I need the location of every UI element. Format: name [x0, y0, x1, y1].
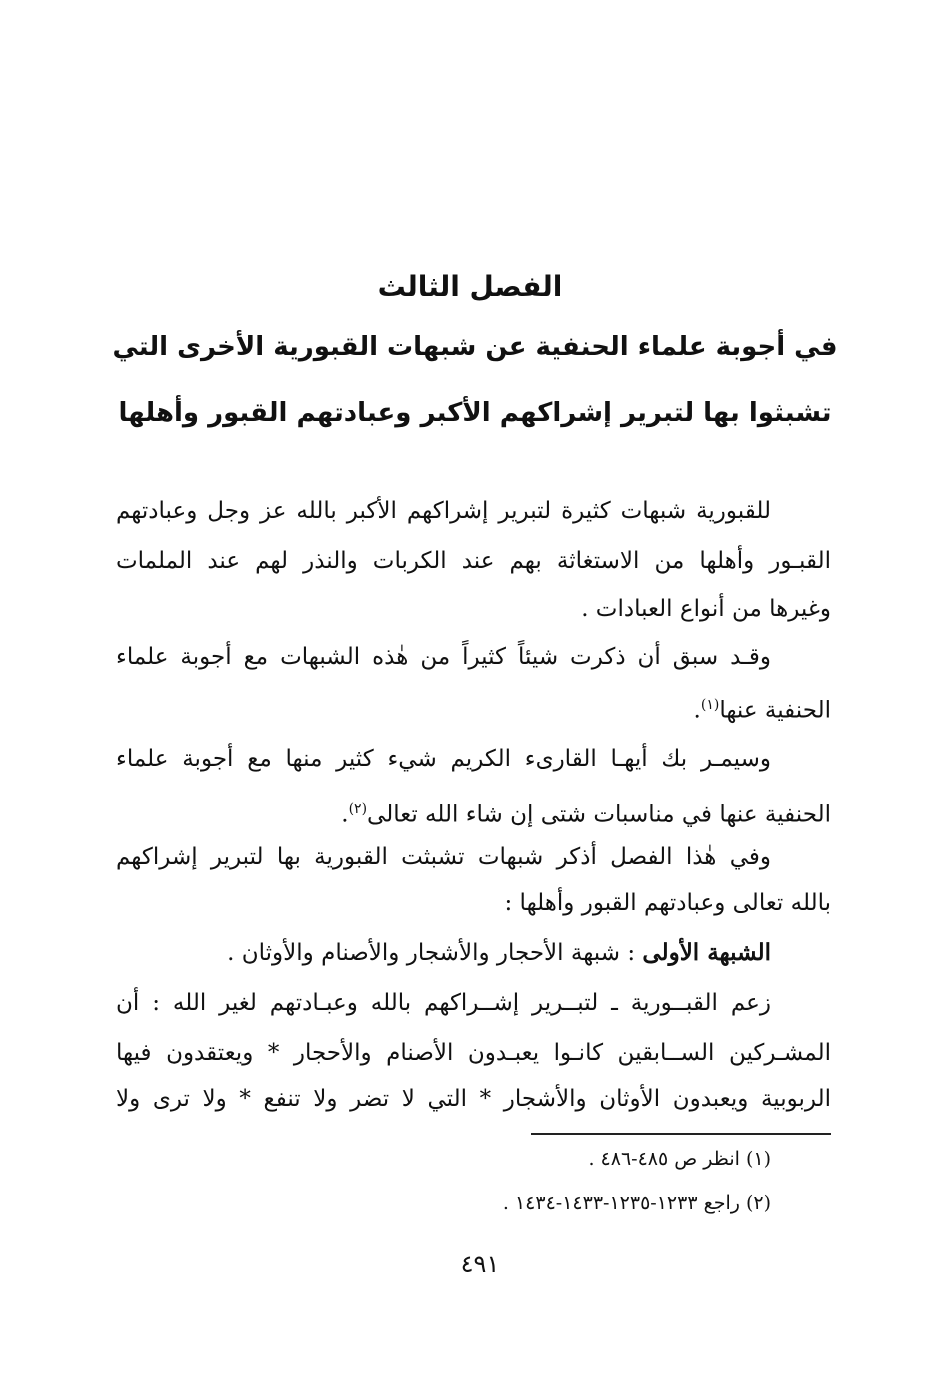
paragraph-1-line-3: وغيرها من أنواع العبادات .	[581, 596, 831, 622]
paragraph-3-end: .	[341, 801, 349, 828]
paragraph-3-text: الحنفية عنها في مناسبات شتى إن شاء الله تعالى	[367, 801, 831, 828]
footnote-separator	[531, 1133, 831, 1135]
paragraph-2-text: الحنفية عنها	[719, 697, 831, 724]
paragraph-4-line-1: وفي هٰذا الفصل أذكر شبهات تشبثت القبورية بها لتبرير إشراكهم	[116, 844, 771, 870]
paragraph-3-line-1: وسيمـر بك أيهـا القارىء الكريم شيء كثير منها مع أجوبة علماء	[116, 746, 771, 772]
paragraph-2-end: .	[693, 697, 701, 724]
paragraph-6-line-2: المشـركين الســابقين كانـوا يعبـدون الأصنام والأحجار * ويعتقدون فيها	[116, 1040, 831, 1066]
paragraph-6-line-1: زعم القبــورية ـ لتبــرير إشــراكهم بالله وعبـادتهم لغير الله : أن	[116, 990, 771, 1016]
paragraph-5-line-1	[116, 936, 771, 970]
footnote-1: (١) انظر ص ٤٨٥-٤٨٦ .	[588, 1148, 771, 1170]
paragraph-2-line-2	[116, 688, 831, 728]
paragraph-1-line-2: القبـور وأهلها من الاستغاثة بهم عند الكربات والنذر لهم عند الملمات	[116, 548, 831, 574]
first-doubt-text: : شبهة الأحجار والأشجار والأصنام والأوثان .	[227, 940, 636, 966]
paragraph-3-line-2	[116, 792, 831, 832]
footnote-ref-2: (٢)	[348, 801, 368, 817]
paragraph-1-line-1: للقبورية شبهات كثيرة لتبرير إشراكهم الأكبر بالله عز وجل وعبادتهم	[116, 498, 771, 524]
footnote-ref-1: (١)	[700, 697, 720, 713]
page-number: ٤٩١	[460, 1250, 500, 1278]
chapter-title: الفصل الثالث	[377, 270, 563, 303]
paragraph-4-line-2: بالله تعالى وعبادتهم القبور وأهلها :	[504, 890, 831, 916]
first-doubt-label: الشبهة الأولى	[642, 939, 771, 966]
chapter-subtitle-line-2: تشبثوا بها لتبرير إشراكهم الأكبر وعبادتهم القبور وأهلها	[118, 398, 832, 428]
paragraph-2-line-1: وقـد سبق أن ذكرت شيئاً كثيراً من هٰذه الشبهات مع أجوبة علماء	[116, 644, 771, 670]
chapter-subtitle-line-1: في أجوبة علماء الحنفية عن شبهات القبورية الأخرى التي	[112, 332, 838, 362]
paragraph-6-line-3: الربوبية ويعبدون الأوثان والأشجار * التي لا تضر ولا تنفع * ولا ترى ولا	[116, 1086, 831, 1112]
footnote-2: (٢) راجع ١٢٣٣-١٢٣٥-١٤٣٣-١٤٣٤ .	[502, 1192, 771, 1214]
